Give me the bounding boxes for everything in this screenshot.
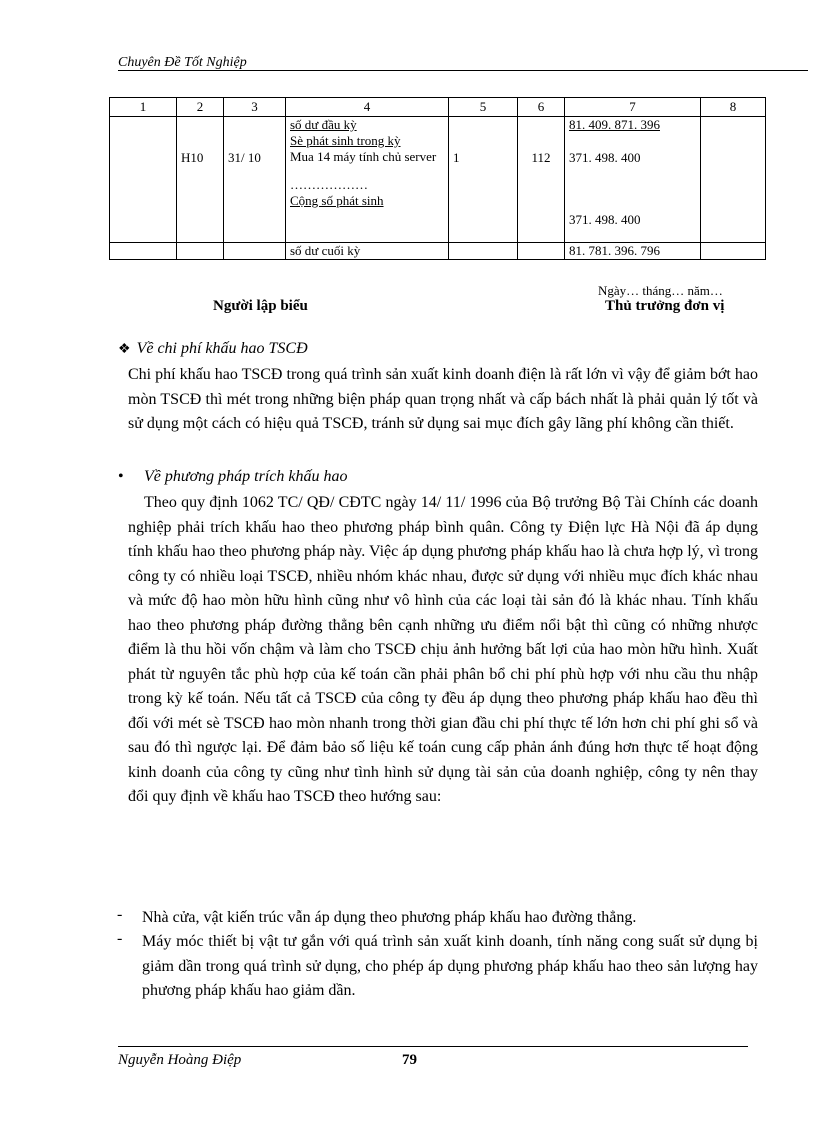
voucher-no: H10 bbox=[181, 150, 204, 165]
table-row bbox=[110, 117, 766, 243]
table-cell bbox=[701, 243, 766, 260]
paragraph: Theo quy định 1062 TC/ QĐ/ CĐTC ngày 14/ 11/ 1996 của Bộ trưởng Bộ Tài Chính các doanh nghiệp phải trích khấu hao theo phương pháp bình quân. Công ty Điện lực Hà Nội đã áp dụng tính khấu hao theo phương pháp này. Việc áp dụng phương pháp khấu hao là chưa hợp lý, vì trong công ty có nhiều loại TSCĐ, nhiều nhóm khác nhau, được sử dụng với nhiều mục đích khác nhau và mức độ hao mòn hữu hình cũng như vô hình của các loại tài sản đó là khác nhau. Tính khấu hao theo phương pháp đường thẳng bên cạnh những ưu điểm nổi bật thì cũng có những nhược điểm là thu hồi vốn chậm và làm cho TSCĐ chịu ảnh hưởng bất lợi của hao mòn hữu hình. Xuất phát từ nguyên tắc phù hợp của kế toán cần phải phân bổ chi phí phù hợp với nhu cầu thu nhập trong kỳ kế toán. Nếu tất cả TSCĐ của công ty đều áp dụng theo phương pháp khấu hao đều thì đối với mét sè TSCĐ hao mòn nhanh trong thời gian đầu chi phí thực tế lớn hơn chi phí ghi sổ và sau đó thì ngược lại. Để đảm bảo số liệu kế toán cung cấp phản ánh đúng hơn thực tế hoạt động kinh doanh của công ty cũng như tình hình sử dụng tài sản của doanh nghiệp, công ty nên thay đổi quy định về khấu hao TSCĐ theo hướng sau: bbox=[128, 494, 758, 805]
quantity: 1 bbox=[453, 150, 460, 165]
footer-divider bbox=[118, 1046, 748, 1047]
table-cell bbox=[449, 117, 518, 243]
col-header: 6 bbox=[518, 98, 565, 117]
list-item: Máy móc thiết bị vật tư gắn với quá trình sản xuất kinh doanh, tính năng cong suất sử dụng bị giảm dần trong quá trình sử dụng, cho phép áp dụng phương pháp khấu hao theo sản lượng hay phương pháp khấu hao giảm dần. bbox=[142, 933, 758, 999]
table-cell bbox=[110, 243, 177, 260]
ledger-table bbox=[109, 97, 766, 260]
table-cell bbox=[518, 243, 565, 260]
footer-author: Nguyễn Hoàng Điệp bbox=[118, 1052, 242, 1068]
table-cell bbox=[224, 117, 286, 243]
ellipsis-dots: ……………… bbox=[290, 177, 368, 192]
bullet-icon: • bbox=[118, 468, 124, 485]
page-number: 79 bbox=[402, 1052, 417, 1068]
col-header: 3 bbox=[224, 98, 286, 117]
closing-balance-label: số dư cuối kỳ bbox=[286, 243, 449, 260]
table-cell bbox=[449, 243, 518, 260]
col-header: 7 bbox=[565, 98, 701, 117]
section-heading bbox=[118, 340, 308, 358]
col-header: 5 bbox=[449, 98, 518, 117]
table-cell bbox=[177, 243, 224, 260]
col-header: 8 bbox=[701, 98, 766, 117]
table-cell bbox=[565, 117, 701, 243]
table-cell bbox=[110, 117, 177, 243]
list-marker: - bbox=[117, 906, 123, 923]
table-header-row bbox=[110, 98, 766, 117]
account-code: 112 bbox=[531, 150, 551, 165]
subsection-heading-text: Về phương pháp trích khấu hao bbox=[144, 468, 348, 485]
date-line: Ngày… tháng… năm… bbox=[598, 283, 723, 298]
table-cell bbox=[224, 243, 286, 260]
transaction-description: Mua 14 máy tính chủ server bbox=[290, 149, 437, 164]
opening-balance-amount: 81. 409. 871. 396 bbox=[569, 117, 660, 132]
period-activity-label: Sè phát sinh trong kỳ bbox=[290, 133, 401, 148]
total-activity-label: Cộng số phát sinh bbox=[290, 193, 384, 208]
running-header: Chuyên Đề Tốt Nghiệp bbox=[118, 55, 247, 70]
table-row bbox=[110, 243, 766, 260]
section-heading-text: Về chi phí khấu hao TSCĐ bbox=[136, 340, 308, 357]
preparer-signature-label: Người lập biểu bbox=[213, 298, 308, 314]
table-cell bbox=[518, 117, 565, 243]
table-cell bbox=[701, 117, 766, 243]
col-header: 1 bbox=[110, 98, 177, 117]
voucher-date: 31/ 10 bbox=[228, 150, 261, 165]
table-cell bbox=[286, 117, 449, 243]
col-header: 2 bbox=[177, 98, 224, 117]
opening-balance-label: số dư đầu kỳ bbox=[290, 117, 357, 132]
list-item: Nhà cửa, vật kiến trúc vẫn áp dụng theo phương pháp khấu hao đường thẳng. bbox=[142, 909, 637, 926]
paragraph: Chi phí khấu hao TSCĐ trong quá trình sản xuất kinh doanh điện là rất lớn vì vậy để giảm bớt hao mòn TSCĐ thì mét trong những biện pháp quan trọng nhất và cấp bách nhất là phải quản lý tốt và sử dụng một cách có hiệu quả TSCĐ, tránh sử dụng sai mục đích gây lãng phí không cần thiết. bbox=[128, 366, 758, 432]
table-cell bbox=[177, 117, 224, 243]
closing-balance-amount: 81. 781. 396. 796 bbox=[565, 243, 701, 260]
col-header: 4 bbox=[286, 98, 449, 117]
total-amount: 371. 498. 400 bbox=[569, 212, 641, 227]
subsection-heading bbox=[118, 468, 347, 486]
transaction-amount: 371. 498. 400 bbox=[569, 150, 641, 165]
list-marker: - bbox=[117, 930, 123, 947]
diamond-bullet-icon: ❖ bbox=[118, 342, 131, 357]
director-signature-label: Thủ trưởng đơn vị bbox=[605, 298, 725, 314]
header-divider bbox=[118, 70, 808, 71]
